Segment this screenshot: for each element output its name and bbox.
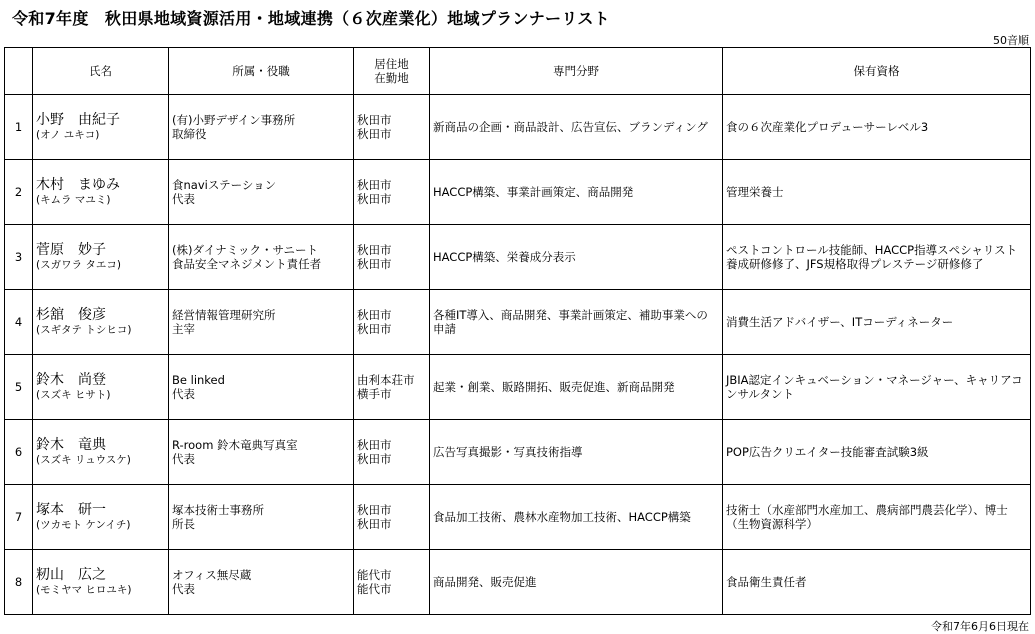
qualification-cell: 管理栄養士 (723, 160, 1031, 225)
planner-name-kana: (スガワラ タエコ) (36, 259, 122, 271)
residence-cell (354, 225, 430, 290)
name-cell (33, 420, 169, 485)
residence-work: 秋田市 (357, 257, 392, 271)
page-title: 令和7年度 秋田県地域資源活用・地域連携（６次産業化）地域プランナーリスト (12, 9, 610, 28)
row-number: 5 (5, 355, 33, 420)
residence-work: 秋田市 (357, 517, 392, 531)
organization: R-room 鈴木竜典写真室 (172, 438, 298, 452)
specialty-cell: 起業・創業、販路開拓、販売促進、新商品開発 (430, 355, 723, 420)
header-affiliation: 所属・役職 (169, 48, 354, 95)
header-residence (354, 48, 430, 95)
name-cell (33, 160, 169, 225)
table-row (5, 420, 1031, 485)
affiliation-cell (169, 290, 354, 355)
row-number: 2 (5, 160, 33, 225)
affiliation-cell (169, 550, 354, 615)
residence-home: 秋田市 (357, 308, 392, 322)
header-residence-home: 居住地 (374, 57, 409, 71)
table-row (5, 160, 1031, 225)
planner-name: 菅原 妙子 (36, 242, 106, 258)
residence-home: 由利本荘市 (357, 373, 415, 387)
planner-name-kana: (スギタテ トシヒコ) (36, 324, 132, 336)
specialty-cell: 商品開発、販売促進 (430, 550, 723, 615)
position: 代表 (172, 192, 195, 206)
residence-home: 秋田市 (357, 243, 392, 257)
residence-home: 秋田市 (357, 113, 392, 127)
residence-work: 横手市 (357, 387, 392, 401)
header-number (5, 48, 33, 95)
row-number: 7 (5, 485, 33, 550)
planner-name-kana: (スズキ リュウスケ) (36, 454, 131, 466)
planner-name-kana: (キムラ マユミ) (36, 194, 111, 206)
planner-name: 杉舘 俊彦 (36, 307, 106, 323)
residence-home: 秋田市 (357, 503, 392, 517)
planner-name: 籾山 広之 (36, 567, 106, 583)
affiliation-cell (169, 225, 354, 290)
header-residence-work: 在勤地 (374, 71, 409, 85)
as-of-date-note: 令和7年6月6日現在 (931, 620, 1029, 633)
organization: 食naviステーション (172, 178, 277, 192)
table-row (5, 290, 1031, 355)
name-cell (33, 550, 169, 615)
organization: 経営情報管理研究所 (172, 308, 276, 322)
position: 代表 (172, 582, 195, 596)
position: 主宰 (172, 322, 195, 336)
organization: Be linked (172, 373, 225, 387)
name-cell (33, 290, 169, 355)
organization: オフィス無尽蔵 (172, 568, 252, 582)
planner-table (4, 47, 1031, 615)
residence-cell (354, 420, 430, 485)
name-cell (33, 485, 169, 550)
planner-name: 鈴木 尚登 (36, 372, 106, 388)
qualification-cell: ペストコントロール技能師、HACCP指導スペシャリスト養成研修修了、JFS規格取得プレステージ研修修了 (723, 225, 1031, 290)
residence-work: 能代市 (357, 582, 392, 596)
residence-cell (354, 485, 430, 550)
qualification-cell: POP広告クリエイター技能審査試験3級 (723, 420, 1031, 485)
residence-work: 秋田市 (357, 322, 392, 336)
position: 食品安全マネジメント責任者 (172, 257, 322, 271)
qualification-cell: 技術士（水産部門水産加工、農病部門農芸化学）、博士（生物資源科学） (723, 485, 1031, 550)
residence-cell (354, 355, 430, 420)
qualification-cell: 食の６次産業化プロデューサーレベル3 (723, 95, 1031, 160)
organization: (有)小野デザイン事務所 (172, 113, 296, 127)
residence-cell (354, 160, 430, 225)
header-qualification: 保有資格 (723, 48, 1031, 95)
qualification-cell: 消費生活アドバイザー、ITコーディネーター (723, 290, 1031, 355)
position: 代表 (172, 387, 195, 401)
name-cell (33, 225, 169, 290)
planner-name-kana: (モミヤマ ヒロユキ) (36, 584, 132, 596)
name-cell (33, 95, 169, 160)
planner-name: 木村 まゆみ (36, 177, 120, 193)
sort-order-note: 50音順 (993, 34, 1029, 47)
residence-work: 秋田市 (357, 192, 392, 206)
name-cell (33, 355, 169, 420)
residence-cell (354, 290, 430, 355)
organization: 塚本技術士事務所 (172, 503, 264, 517)
planner-name: 塚本 研一 (36, 502, 106, 518)
residence-home: 秋田市 (357, 438, 392, 452)
specialty-cell: 食品加工技術、農林水産物加工技術、HACCP構築 (430, 485, 723, 550)
planner-name: 鈴木 竜典 (36, 437, 106, 453)
residence-work: 秋田市 (357, 127, 392, 141)
affiliation-cell (169, 420, 354, 485)
row-number: 4 (5, 290, 33, 355)
row-number: 8 (5, 550, 33, 615)
position: 代表 (172, 452, 195, 466)
affiliation-cell (169, 95, 354, 160)
specialty-cell: 新商品の企画・商品設計、広告宣伝、ブランディング (430, 95, 723, 160)
row-number: 1 (5, 95, 33, 160)
specialty-cell: HACCP構築、栄養成分表示 (430, 225, 723, 290)
specialty-cell: 各種IT導入、商品開発、事業計画策定、補助事業への申請 (430, 290, 723, 355)
affiliation-cell (169, 160, 354, 225)
residence-work: 秋田市 (357, 452, 392, 466)
header-name: 氏名 (33, 48, 169, 95)
row-number: 6 (5, 420, 33, 485)
table-header-row (5, 48, 1031, 95)
table-row (5, 485, 1031, 550)
table-row (5, 225, 1031, 290)
planner-name-kana: (スズキ ヒサト) (36, 389, 111, 401)
position: 取締役 (172, 127, 207, 141)
residence-home: 秋田市 (357, 178, 392, 192)
residence-cell (354, 550, 430, 615)
table-row (5, 95, 1031, 160)
header-specialty: 専門分野 (430, 48, 723, 95)
residence-cell (354, 95, 430, 160)
residence-home: 能代市 (357, 568, 392, 582)
affiliation-cell (169, 485, 354, 550)
position: 所長 (172, 517, 195, 531)
table-row (5, 550, 1031, 615)
organization: (株)ダイナミック・サニート (172, 243, 319, 257)
qualification-cell: 食品衛生責任者 (723, 550, 1031, 615)
specialty-cell: HACCP構築、事業計画策定、商品開発 (430, 160, 723, 225)
specialty-cell: 広告写真撮影・写真技術指導 (430, 420, 723, 485)
qualification-cell: JBIA認定インキュベーション・マネージャー、キャリアコンサルタント (723, 355, 1031, 420)
planner-name: 小野 由紀子 (36, 112, 120, 128)
planner-name-kana: (ツカモト ケンイチ) (36, 519, 131, 531)
planner-name-kana: (オノ ユキコ) (36, 129, 100, 141)
affiliation-cell (169, 355, 354, 420)
row-number: 3 (5, 225, 33, 290)
table-row (5, 355, 1031, 420)
